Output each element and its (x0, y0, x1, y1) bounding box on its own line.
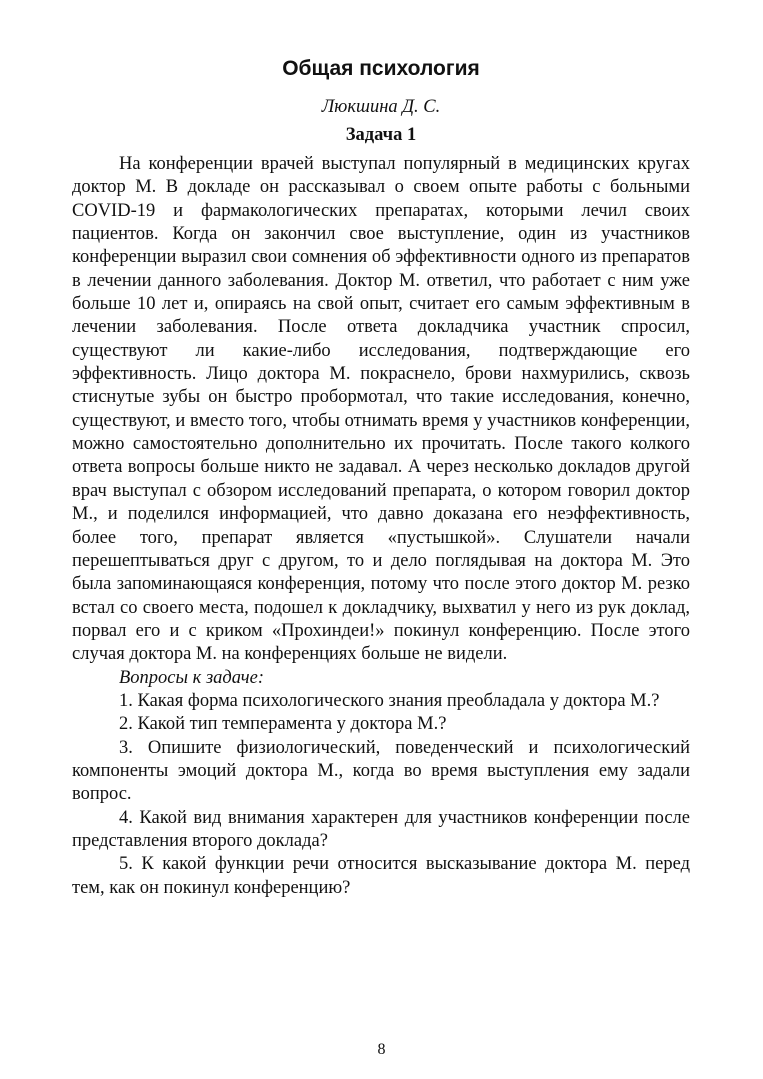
question-item: 5. К какой функции речи относится высказывание доктора М. перед тем, как он покинул конференцию? (72, 854, 690, 898)
questions-heading: Вопросы к задаче: (119, 667, 264, 688)
question-item: 1. Какая форма психологического знания преобладала у доктора М.? (119, 690, 660, 711)
page-title: Общая психология (282, 57, 480, 80)
page-number: 8 (377, 1041, 386, 1058)
task-heading: Задача 1 (345, 125, 417, 145)
case-paragraph: На конференции врачей выступал популярный в медицинских кругах доктор М. В докладе он рассказывал о своем опыте работы с больными COVID-19 и фармакологических препаратах, которыми лечил своих пациентов. Когда он закончил свое выступление, один из участников конференции выразил свои сомнения об эффективности одного из препаратов в лечении данного заболевания. Доктор М. ответил, что работает с ним уже больше 10 лет и, опираясь на свой опыт, считает его самым эффективным в лечении заболевания. После ответа докладчика участник спросил, существуют ли какие-либо исследования, подтверждающие его эффективность. Лицо доктора М. покраснело, брови нахмурились, сквозь стиснутые зубы он быстро пробормотал, что такие исследования, конечно, существуют, и вместо того, чтобы отнимать время у участников конференции, можно самостоятельно дополнительно их прочитать. После такого колкого ответа вопросы больше никто не задавал. А через несколько докладов другой врач выступал с обзором исследований препарата, о котором говорил доктор М., и поделился информацией, что давно доказана его неэффективность, более того, препарат является «пустышкой». Слушатели начали перешептываться друг с другом, то и дело поглядывая на доктора М. Это была запоминающаяся конференция, потому что после этого доктор М. резко встал со своего места, подошел к докладчику, выхватил у него из рук доклад, порвал его и с криком «Прохиндеи!» покинул конференцию. После этого случая доктора М. на конференциях больше не видели. (72, 154, 690, 665)
document-page (72, 55, 690, 900)
author-name: Люкшина Д. С. (321, 97, 441, 117)
body-text (72, 153, 690, 900)
question-item: 4. Какой вид внимания характерен для участников конференции после представления второго доклада? (72, 807, 690, 851)
question-item: 3. Опишите физиологический, поведенческий и психологический компоненты эмоций доктора М., когда во время выступления ему задали вопрос. (72, 737, 690, 805)
question-item: 2. Какой тип темперамента у доктора М.? (119, 714, 447, 735)
